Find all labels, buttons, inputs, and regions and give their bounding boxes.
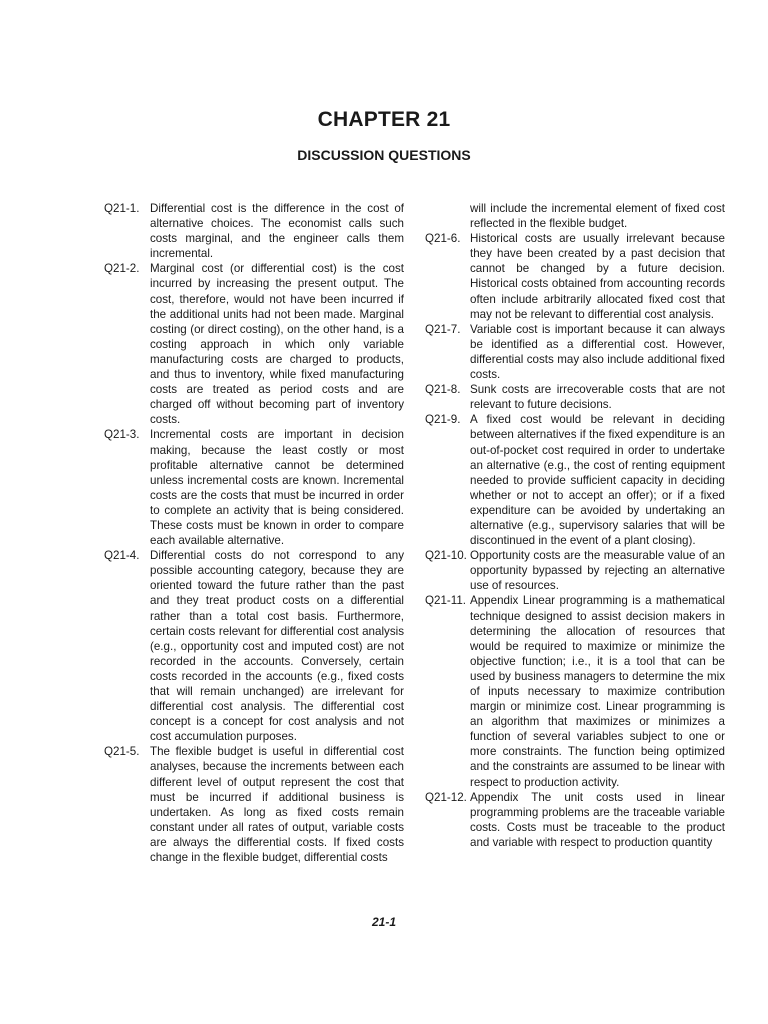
question-label: Q21-8. xyxy=(425,383,461,397)
question-q21-10 xyxy=(425,548,725,593)
question-q21-8 xyxy=(425,382,725,412)
question-label: Q21-1. xyxy=(104,202,140,215)
question-label: Q21-12. xyxy=(425,790,467,804)
question-text: Differential costs do not correspond to any possible accounting category, because they are oriented toward the future rather than the past and they treat product costs on a differential rather than a total cost basis. Furthermore, certain costs relevant for differential cost analysis (e.g., opportunity cost and imputed cost) are not recorded in the accounts. Conversely, certain costs recorded in the accounts (e.g., fixed costs that will remain unchanged) are irrelevant for differential cost analysis. The differential cost concept is a concept for cost analysis and not cost accumulation purposes. xyxy=(150,549,404,744)
question-label: Q21-10. xyxy=(425,549,467,563)
question-q21-2 xyxy=(104,261,404,427)
question-q21-7 xyxy=(425,322,725,382)
question-q21-12 xyxy=(425,790,725,850)
section-title: DISCUSSION QUESTIONS xyxy=(297,147,471,163)
question-label: Q21-5. xyxy=(104,745,140,759)
question-text: Variable cost is important because it can always be identified as a differential cost. However, differential costs may also include additional fixed costs. xyxy=(470,322,725,382)
question-q21-1 xyxy=(104,201,404,261)
right-column xyxy=(425,201,725,850)
q21-5-continuation: will include the incremental element of fixed cost reflected in the flexible budget. xyxy=(470,202,725,231)
question-text: Appendix Linear programming is a mathematical technique designed to assist decision makers in determining the allocation of resources that would be required to maximize or minimize the objective function; i.e., it is a tool that can be used by business managers to determine the mix of inputs necessary to maximize contribution margin or minimize cost. Linear programming is an algorithm that maximizes or minimizes a function of several variables subject to one or more constraints. The function being optimized and the constraints are assumed to be linear with respect to production activity. xyxy=(470,594,725,789)
question-label: Q21-4. xyxy=(104,549,140,563)
question-text: Appendix The unit costs used in linear programming problems are the traceable variable costs. Costs must be traceable to the product and variable with respect to production quantity xyxy=(470,790,725,849)
question-text: A fixed cost would be relevant in deciding between alternatives if the fixed expenditure is an out-of-pocket cost required in order to undertake an alternative (e.g., the cost of renting equipment needed to provide sufficient capacity in deciding whether or not to accept an offer); or if a fixed expenditure can be avoided by undertaking an alternative (e.g., supervisory salaries that will be discontinued in the event of a plant closing). xyxy=(470,413,725,548)
question-text: Marginal cost (or differential cost) is the cost incurred by increasing the present output. The cost, therefore, would not have been incurred if the additional units had not been made. Marginal costing (or direct costing), on the other hand, is a costing approach in which only variable manufacturing costs are charged to products, and thus to inventory, while fixed manufacturing costs are treated as period costs and are charged off without becoming part of inventory costs. xyxy=(150,262,404,427)
question-text: Opportunity costs are the measurable value of an opportunity bypassed by rejecting an alternative use of resources. xyxy=(470,549,725,593)
chapter-title: CHAPTER 21 xyxy=(317,108,451,131)
question-label: Q21-2. xyxy=(104,262,140,276)
question-q21-4 xyxy=(104,548,404,744)
question-label: Q21-9. xyxy=(425,413,461,427)
question-q21-5 xyxy=(104,744,404,865)
left-column xyxy=(104,201,404,865)
question-label: Q21-6. xyxy=(425,232,461,246)
question-text: Differential cost is the difference in the cost of alternative choices. The economist calls such costs marginal, and the engineer calls them incremental. xyxy=(150,202,404,261)
question-q21-9 xyxy=(425,412,725,548)
question-q21-11 xyxy=(425,593,725,789)
question-label: Q21-3. xyxy=(104,428,140,442)
question-text: The flexible budget is useful in differential cost analyses, because the increments between each different level of output represent the cost that must be incurred if additional business is undertaken. As long as fixed costs remain constant under all rates of output, variable costs are always the differential costs. If fixed costs change in the flexible budget, differential costs xyxy=(150,745,404,865)
question-q21-3 xyxy=(104,427,404,548)
question-text: Incremental costs are important in decision making, because the least costly or most profitable alternative cannot be determined unless incremental costs are known. Incremental costs are the costs that must be incurred in order to complete an activity that is being considered. These costs must be known in order to compare each available alternative. xyxy=(150,428,404,548)
question-text: Sunk costs are irrecoverable costs that are not relevant to future decisions. xyxy=(470,383,725,412)
question-label: Q21-7. xyxy=(425,322,461,336)
page-number: 21-1 xyxy=(371,915,397,929)
question-label: Q21-11. xyxy=(425,594,467,608)
question-q21-6 xyxy=(425,231,725,322)
question-text: Historical costs are usually irrelevant because they have been created by a past decision that cannot be changed by a future decision. Historical costs obtained from accounting records often include arbitrarily allocated fixed cost that may not be relevant to differential cost analysis. xyxy=(470,232,725,321)
